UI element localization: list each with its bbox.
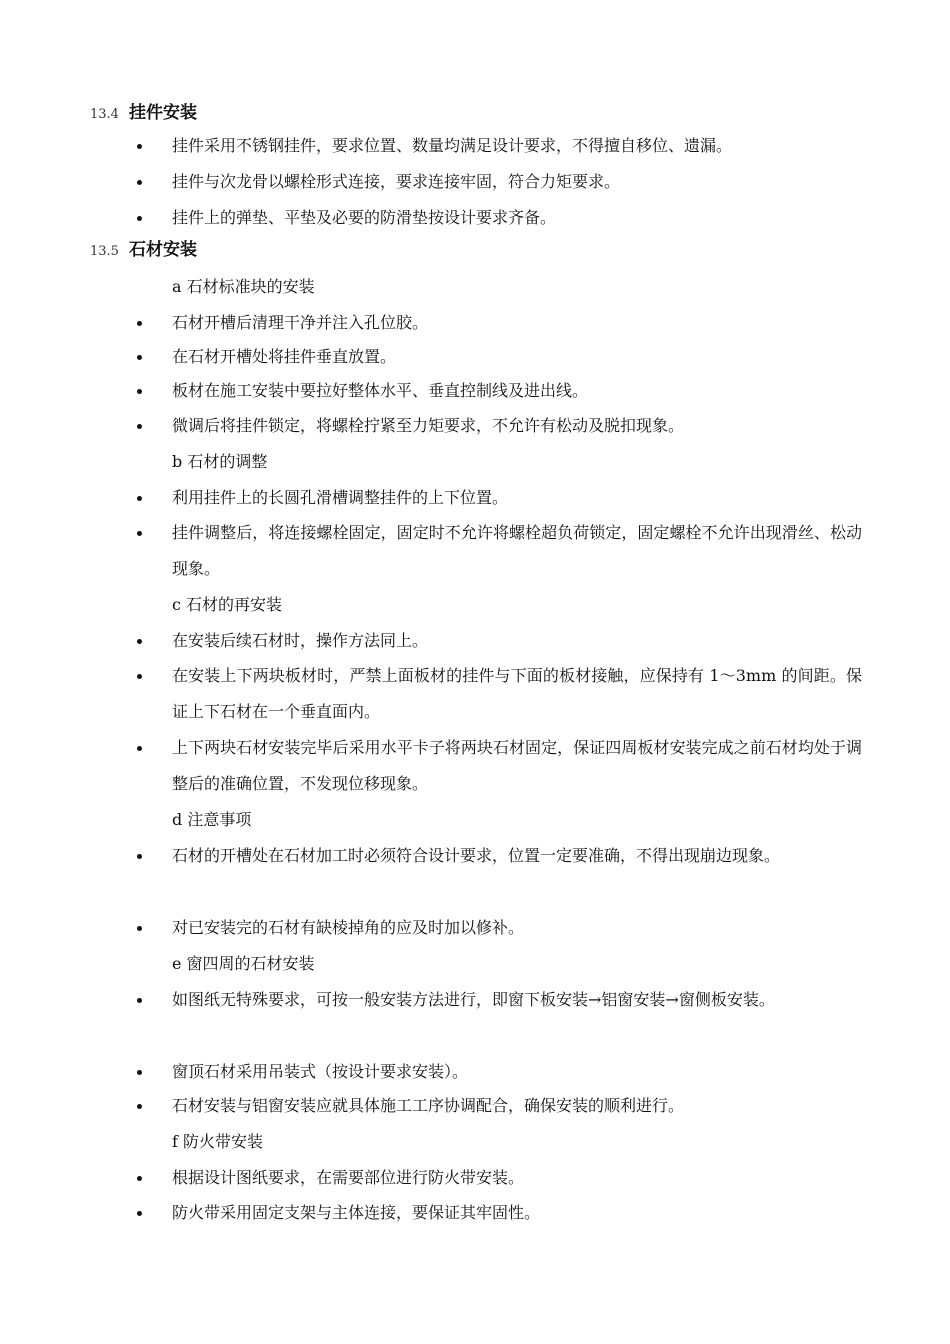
bullet-icon: [137, 926, 142, 931]
list-item-text: 防火带采用固定支架与主体连接，要保证其牢固性。: [172, 1203, 541, 1222]
bullet-icon: [137, 854, 142, 859]
section-heading-13-4: [90, 98, 197, 128]
list-item-text: 石材安装与铝窗安装应就具体施工工序协调配合，确保安装的顺利进行。: [172, 1096, 685, 1115]
section-title: 石材安装: [128, 240, 197, 260]
list-item-text: 在石材开槽处将挂件垂直放置。: [172, 347, 397, 366]
list-item-text: 上下两块石材安装完毕后采用水平卡子将两块石材固定，保证四周板材安装完成之前石材均处于调整后的准确位置，不发现位移现象。: [172, 738, 862, 793]
bullet-icon: [137, 639, 142, 644]
subsection-label-a: a 石材标准块的安装: [172, 277, 315, 296]
list-item-text: 石材开槽后清理干净并注入孔位胶。: [172, 313, 429, 332]
bullet-icon: [137, 144, 142, 149]
subsection-label-d: d 注意事项: [172, 810, 252, 829]
list-item-text: 窗顶石材采用吊装式（按设计要求安装）。: [172, 1062, 469, 1081]
bullet-icon: [137, 355, 142, 360]
bullet-icon: [137, 1104, 142, 1109]
section-heading-13-5: [90, 235, 197, 265]
list-item-text: 对已安装完的石材有缺棱掉角的应及时加以修补。: [172, 918, 525, 937]
bullet-icon: [137, 674, 142, 679]
subsection-label-e: e 窗四周的石材安装: [172, 954, 315, 973]
list-item-text: 石材的开槽处在石材加工时必须符合设计要求，位置一定要准确，不得出现崩边现象。: [172, 846, 781, 865]
subsection-label-b: b 石材的调整: [172, 452, 268, 471]
list-item-text: 微调后将挂件锁定，将螺栓拧紧至力矩要求，不允许有松动及脱扣现象。: [172, 416, 685, 435]
list-item-text: 挂件与次龙骨以螺栓形式连接，要求连接牢固，符合力矩要求。: [172, 172, 621, 191]
subsection-label-c: c 石材的再安装: [172, 595, 283, 614]
bullet-icon: [137, 496, 142, 501]
bullet-icon: [137, 180, 142, 185]
list-item-text: 板材在施工安装中要拉好整体水平、垂直控制线及进出线。: [172, 381, 589, 400]
bullet-icon: [137, 424, 142, 429]
list-item-text: 挂件调整后，将连接螺栓固定，固定时不允许将螺栓超负荷锁定，固定螺栓不允许出现滑丝、松动现象。: [172, 523, 862, 578]
section-number: 13.5: [90, 244, 119, 259]
bullet-icon: [137, 531, 142, 536]
bullet-icon: [137, 389, 142, 394]
list-item-text: 在安装上下两块板材时，严禁上面板材的挂件与下面的板材接触，应保持有 1～3mm 的间距。保证上下石材在一个垂直面内。: [172, 666, 862, 721]
bullet-icon: [137, 1211, 142, 1216]
section-title: 挂件安装: [128, 103, 197, 123]
bullet-icon: [137, 1070, 142, 1075]
bullet-icon: [137, 216, 142, 221]
bullet-icon: [137, 746, 142, 751]
subsection-label-f: f 防火带安装: [172, 1132, 264, 1151]
list-item-text: 根据设计图纸要求，在需要部位进行防火带安装。: [172, 1168, 525, 1187]
list-item-text: 利用挂件上的长圆孔滑槽调整挂件的上下位置。: [172, 488, 509, 507]
bullet-icon: [137, 321, 142, 326]
list-item-text: 如图纸无特殊要求，可按一般安装方法进行，即窗下板安装→铝窗安装→窗侧板安装。: [172, 990, 775, 1009]
bullet-icon: [137, 1176, 142, 1181]
section-number: 13.4: [90, 107, 119, 122]
bullet-icon: [137, 998, 142, 1003]
list-item-text: 挂件采用不锈钢挂件，要求位置、数量均满足设计要求，不得擅自移位、遗漏。: [172, 136, 733, 155]
list-item-text: 在安装后续石材时，操作方法同上。: [172, 631, 429, 650]
list-item-text: 挂件上的弹垫、平垫及必要的防滑垫按设计要求齐备。: [172, 208, 557, 227]
